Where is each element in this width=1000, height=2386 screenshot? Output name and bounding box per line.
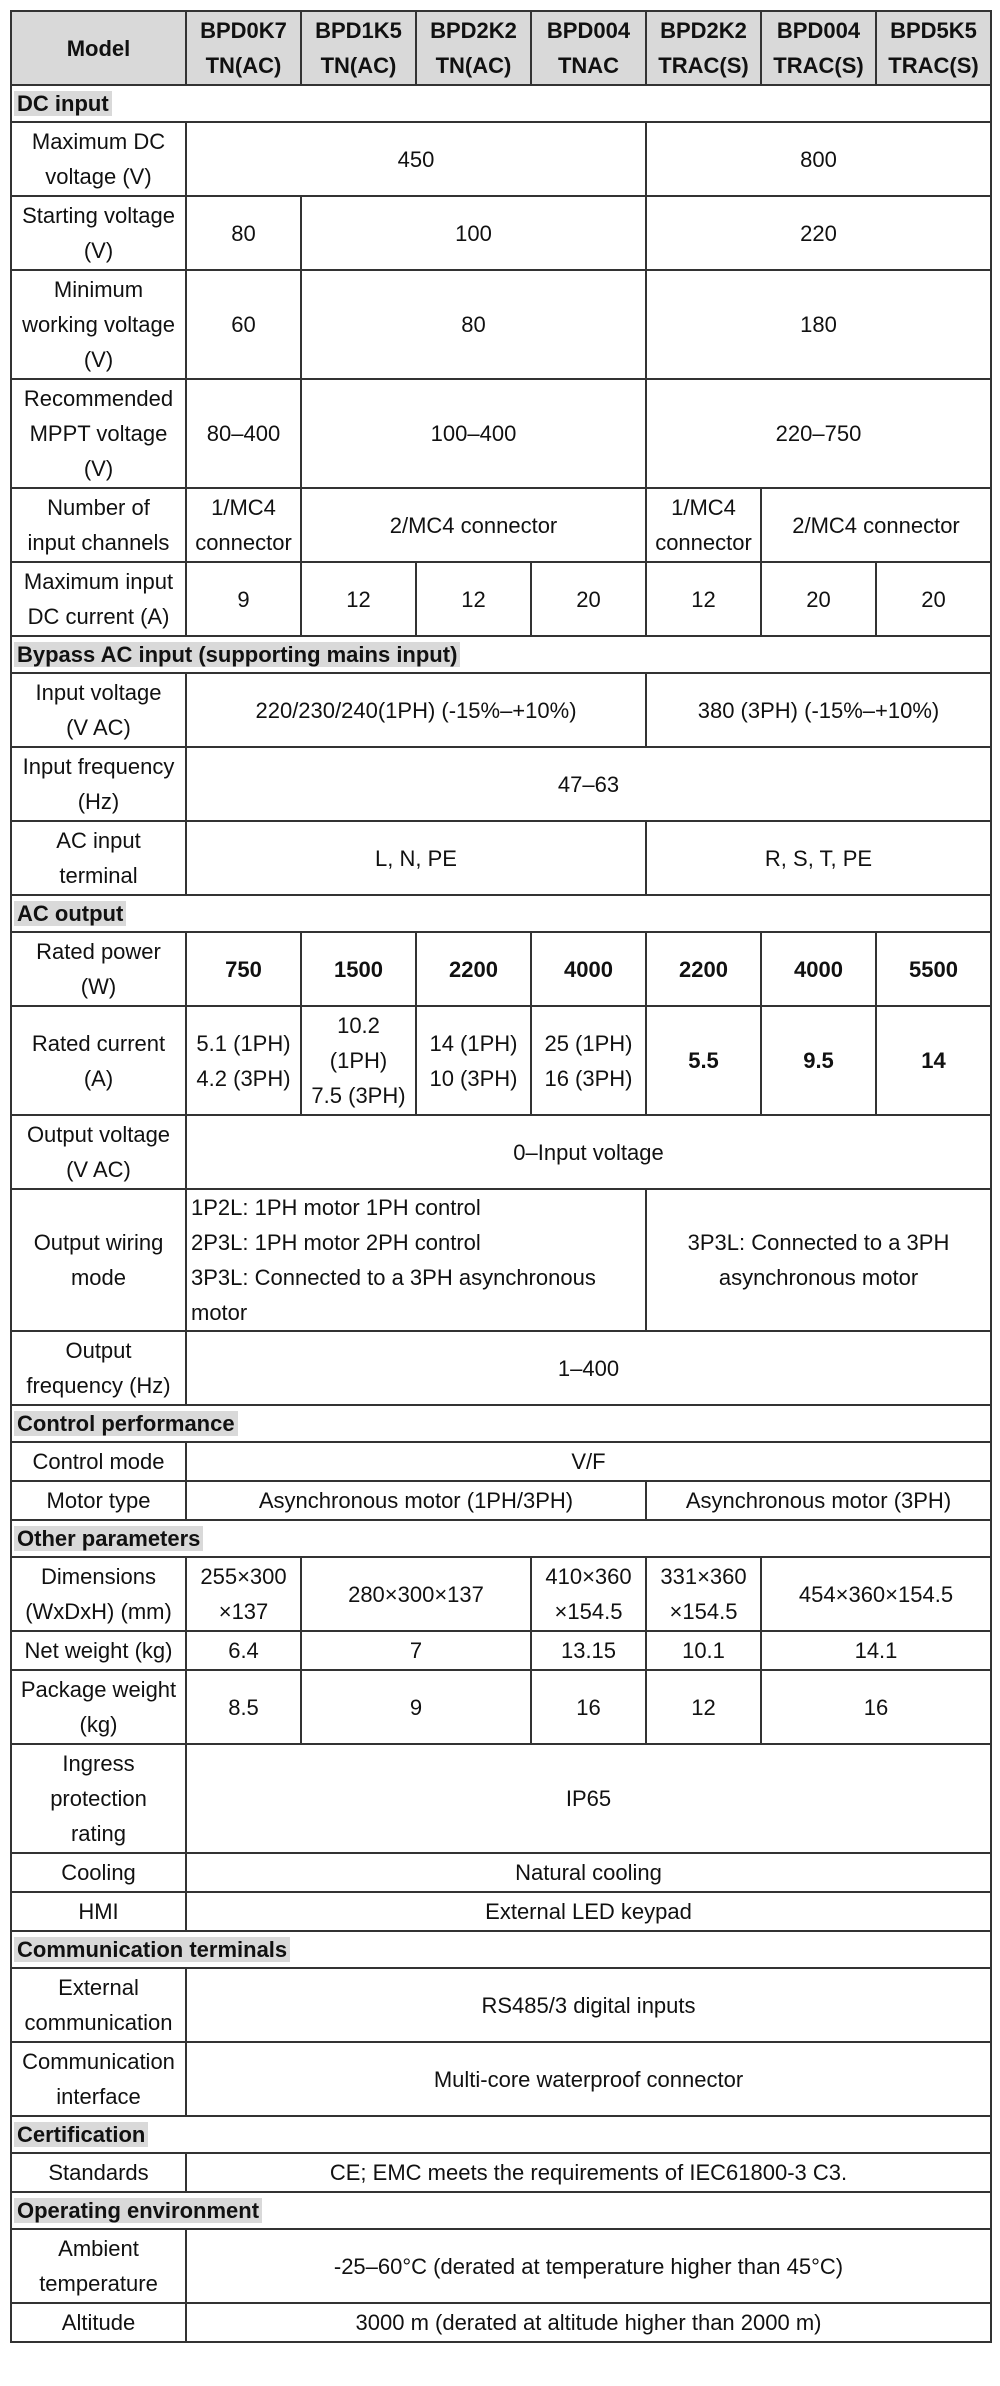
value-cell: 4000 — [531, 932, 646, 1006]
section-row — [11, 895, 991, 932]
value-cell: 255×300 ×137 — [186, 1557, 301, 1631]
value-cell: 7 — [301, 1631, 531, 1670]
value-cell: 454×360×154.5 — [761, 1557, 991, 1631]
section-row — [11, 2192, 991, 2229]
table-row — [11, 562, 991, 636]
value-cell: 5.5 — [646, 1006, 761, 1115]
row-label: Communication interface — [11, 2042, 186, 2116]
header-model-col: BPD004 TNAC — [531, 11, 646, 85]
section-title: Certification — [14, 2122, 148, 2147]
value-cell: 2200 — [416, 932, 531, 1006]
table-row — [11, 1631, 991, 1670]
value-cell: 80 — [186, 196, 301, 270]
section-cell — [11, 85, 991, 122]
section-title: Operating environment — [14, 2198, 262, 2223]
table-row — [11, 1006, 991, 1115]
value-cell: 5500 — [876, 932, 991, 1006]
section-title: Control performance — [14, 1411, 238, 1436]
row-label: Package weight (kg) — [11, 1670, 186, 1744]
table-row — [11, 379, 991, 488]
row-label: Standards — [11, 2153, 186, 2192]
row-label: Rated power (W) — [11, 932, 186, 1006]
section-title: DC input — [14, 91, 112, 116]
spec-table-body — [11, 11, 991, 2342]
value-cell: 2200 — [646, 932, 761, 1006]
row-label: Number of input channels — [11, 488, 186, 562]
value-cell: 14.1 — [761, 1631, 991, 1670]
row-label: Ambient temperature — [11, 2229, 186, 2303]
row-label: Output frequency (Hz) — [11, 1331, 186, 1405]
value-cell: 14 (1PH) 10 (3PH) — [416, 1006, 531, 1115]
value-cell: External LED keypad — [186, 1892, 991, 1931]
value-cell: 750 — [186, 932, 301, 1006]
section-cell — [11, 2192, 991, 2229]
value-cell: 9 — [301, 1670, 531, 1744]
value-cell: 1/MC4 connector — [186, 488, 301, 562]
header-model-col: BPD5K5 TRAC(S) — [876, 11, 991, 85]
value-cell: 4000 — [761, 932, 876, 1006]
value-cell: 80–400 — [186, 379, 301, 488]
header-model-col: BPD1K5 TN(AC) — [301, 11, 416, 85]
value-cell: 800 — [646, 122, 991, 196]
value-cell: R, S, T, PE — [646, 821, 991, 895]
row-label: HMI — [11, 1892, 186, 1931]
value-cell: 60 — [186, 270, 301, 379]
row-label: Dimensions (WxDxH) (mm) — [11, 1557, 186, 1631]
row-label: Control mode — [11, 1442, 186, 1481]
table-row — [11, 1481, 991, 1520]
value-cell: 20 — [531, 562, 646, 636]
value-cell: 3P3L: Connected to a 3PH asynchronous motor — [646, 1189, 991, 1331]
section-row — [11, 2116, 991, 2153]
table-row — [11, 270, 991, 379]
value-cell: 100 — [301, 196, 646, 270]
section-row — [11, 1405, 991, 1442]
table-row — [11, 1115, 991, 1189]
value-cell: 10.2 (1PH) 7.5 (3PH) — [301, 1006, 416, 1115]
section-cell — [11, 2116, 991, 2153]
table-row — [11, 673, 991, 747]
row-label: Starting voltage (V) — [11, 196, 186, 270]
header-model: Model — [11, 11, 186, 85]
table-row — [11, 1331, 991, 1405]
value-cell: RS485/3 digital inputs — [186, 1968, 991, 2042]
section-row — [11, 636, 991, 673]
table-row — [11, 2229, 991, 2303]
table-row — [11, 1442, 991, 1481]
value-cell: 410×360 ×154.5 — [531, 1557, 646, 1631]
value-cell: 220 — [646, 196, 991, 270]
value-cell: 331×360 ×154.5 — [646, 1557, 761, 1631]
row-label: Cooling — [11, 1853, 186, 1892]
value-cell: 14 — [876, 1006, 991, 1115]
table-row — [11, 821, 991, 895]
header-model-col: BPD2K2 TN(AC) — [416, 11, 531, 85]
table-row — [11, 747, 991, 821]
value-cell: 3000 m (derated at altitude higher than 2000 m) — [186, 2303, 991, 2342]
value-cell: 1/MC4 connector — [646, 488, 761, 562]
table-row — [11, 1892, 991, 1931]
row-label: Rated current (A) — [11, 1006, 186, 1115]
header-model-col: BPD004 TRAC(S) — [761, 11, 876, 85]
table-row — [11, 488, 991, 562]
section-title: Other parameters — [14, 1526, 203, 1551]
row-label: Output wiring mode — [11, 1189, 186, 1331]
table-row — [11, 2042, 991, 2116]
section-cell — [11, 636, 991, 673]
value-cell: 180 — [646, 270, 991, 379]
value-cell: CE; EMC meets the requirements of IEC61800-3 C3. — [186, 2153, 991, 2192]
section-cell — [11, 1520, 991, 1557]
table-row — [11, 1853, 991, 1892]
value-cell: Asynchronous motor (1PH/3PH) — [186, 1481, 646, 1520]
value-cell: 2/MC4 connector — [301, 488, 646, 562]
row-label: Net weight (kg) — [11, 1631, 186, 1670]
value-cell: 16 — [531, 1670, 646, 1744]
value-cell: 12 — [646, 1670, 761, 1744]
value-cell: Multi-core waterproof connector — [186, 2042, 991, 2116]
value-cell: 100–400 — [301, 379, 646, 488]
row-label: AC input terminal — [11, 821, 186, 895]
value-cell: 12 — [301, 562, 416, 636]
value-cell: 220/230/240(1PH) (-15%–+10%) — [186, 673, 646, 747]
section-cell — [11, 1405, 991, 1442]
row-label: Input frequency (Hz) — [11, 747, 186, 821]
spec-table — [10, 10, 992, 2343]
row-label: Minimum working voltage (V) — [11, 270, 186, 379]
value-cell: 220–750 — [646, 379, 991, 488]
table-row — [11, 2153, 991, 2192]
row-label: External communication — [11, 1968, 186, 2042]
value-cell: 280×300×137 — [301, 1557, 531, 1631]
value-cell: 9 — [186, 562, 301, 636]
value-cell: 2/MC4 connector — [761, 488, 991, 562]
value-cell: 450 — [186, 122, 646, 196]
value-cell: 10.1 — [646, 1631, 761, 1670]
value-cell: 380 (3PH) (-15%–+10%) — [646, 673, 991, 747]
value-cell: V/F — [186, 1442, 991, 1481]
row-label: Altitude — [11, 2303, 186, 2342]
value-cell: -25–60°C (derated at temperature higher than 45°C) — [186, 2229, 991, 2303]
value-cell: 16 — [761, 1670, 991, 1744]
value-cell: 20 — [876, 562, 991, 636]
row-label: Recommended MPPT voltage (V) — [11, 379, 186, 488]
value-cell: Natural cooling — [186, 1853, 991, 1892]
section-cell — [11, 895, 991, 932]
table-row — [11, 1744, 991, 1853]
value-cell: 6.4 — [186, 1631, 301, 1670]
value-cell: 1500 — [301, 932, 416, 1006]
section-title: Bypass AC input (supporting mains input) — [14, 642, 460, 667]
value-cell: 25 (1PH) 16 (3PH) — [531, 1006, 646, 1115]
table-row — [11, 1557, 991, 1631]
section-row — [11, 1520, 991, 1557]
value-cell: 9.5 — [761, 1006, 876, 1115]
table-row — [11, 932, 991, 1006]
value-cell: 12 — [646, 562, 761, 636]
section-row — [11, 85, 991, 122]
table-row — [11, 196, 991, 270]
value-cell: 5.1 (1PH) 4.2 (3PH) — [186, 1006, 301, 1115]
value-cell: 8.5 — [186, 1670, 301, 1744]
table-row — [11, 1968, 991, 2042]
row-label: Input voltage (V AC) — [11, 673, 186, 747]
value-cell: 1–400 — [186, 1331, 991, 1405]
section-cell — [11, 1931, 991, 1968]
value-cell: Asynchronous motor (3PH) — [646, 1481, 991, 1520]
value-cell: IP65 — [186, 1744, 991, 1853]
section-row — [11, 1931, 991, 1968]
header-row — [11, 11, 991, 85]
value-cell: 12 — [416, 562, 531, 636]
table-row — [11, 1670, 991, 1744]
row-label: Motor type — [11, 1481, 186, 1520]
value-cell: 1P2L: 1PH motor 1PH control 2P3L: 1PH motor 2PH control 3P3L: Connected to a 3PH asynchronous motor — [186, 1189, 646, 1331]
row-label: Maximum input DC current (A) — [11, 562, 186, 636]
value-cell: 47–63 — [186, 747, 991, 821]
header-model-col: BPD2K2 TRAC(S) — [646, 11, 761, 85]
table-row — [11, 2303, 991, 2342]
row-label: Ingress protection rating — [11, 1744, 186, 1853]
row-label: Maximum DC voltage (V) — [11, 122, 186, 196]
table-row — [11, 1189, 991, 1331]
table-row — [11, 122, 991, 196]
row-label: Output voltage (V AC) — [11, 1115, 186, 1189]
value-cell: 13.15 — [531, 1631, 646, 1670]
value-cell: 80 — [301, 270, 646, 379]
header-model-col: BPD0K7 TN(AC) — [186, 11, 301, 85]
value-cell: 0–Input voltage — [186, 1115, 991, 1189]
section-title: Communication terminals — [14, 1937, 290, 1962]
section-title: AC output — [14, 901, 126, 926]
value-cell: 20 — [761, 562, 876, 636]
value-cell: L, N, PE — [186, 821, 646, 895]
